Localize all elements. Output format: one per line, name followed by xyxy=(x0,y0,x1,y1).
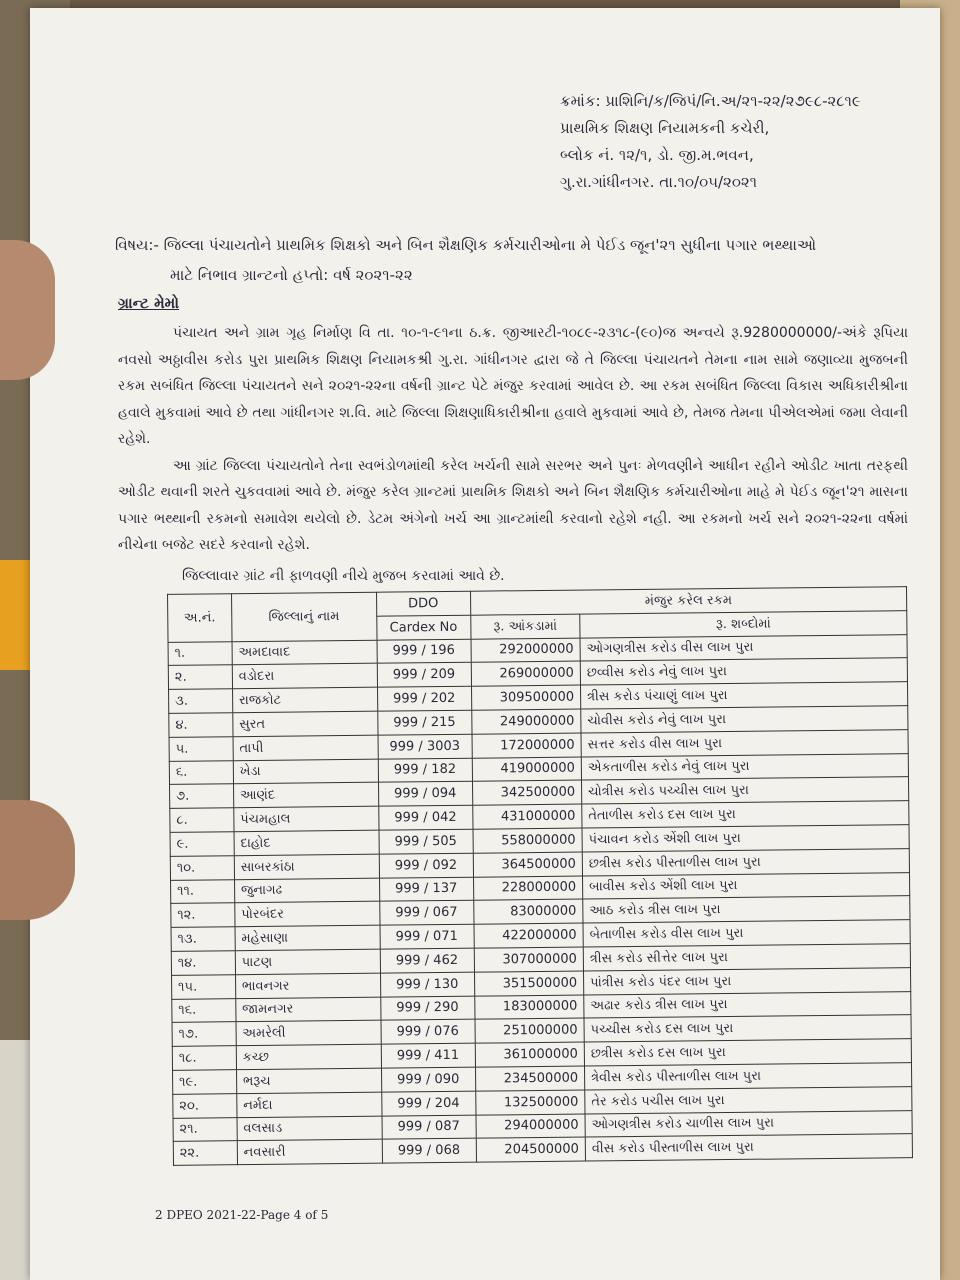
cardex-cell: 999 / 462 xyxy=(380,948,474,973)
amount-words-cell: પંચાવન કરોડ એંશી લાખ પુરા xyxy=(582,825,909,852)
district-cell: જામનગર xyxy=(236,997,381,1022)
cardex-cell: 999 / 090 xyxy=(381,1067,475,1092)
amount-figures-cell: 307000000 xyxy=(474,947,584,972)
cardex-cell: 999 / 505 xyxy=(379,829,473,854)
cardex-cell: 999 / 137 xyxy=(379,877,473,902)
page-footer: 2 DPEO 2021-22-Page 4 of 5 xyxy=(155,1208,329,1222)
amount-words-cell: બેતાળીસ કરોડ વીસ લાખ પુરા xyxy=(583,920,910,947)
paragraph-1: પંચાયત અને ગ્રામ ગૃહ નિર્માણ વિ તા. ૧૦-૧-૯૧ના ઠ.ક્ર. જીઆરટી-૧૦૮૯-૨૩૧૮-(૯૦)જ અન્વયે રૂ.9280000000/-અંકે રૂપિયા નવસો અઠ્ઠાવીસ કરોડ પુરા પ્રાથમિક શિક્ષણ નિયામકશ્રી ગુ.રા. ગાંધીનગર દ્વારા જે તે જિલ્લા પંચાયતને તેમના નામ સામે જણાવ્યા મુજબની રકમ સબંધિત જિલ્લા પંચાયતને સને ૨૦૨૧-૨૨ના વર્ષની ગ્રાન્ટ પેટે મંજુર કરવામાં આવેલ છે. આ રકમ સબંધિત જિલ્લા વિકાસ અધિકારીશ્રીના હવાલે મુકવામાં આવે છે તથા ગાંધીનગર શ.વિ. માટે જિલ્લા શિક્ષણાધિકારીશ્રીના હવાલે મુકવામાં આવે છે, તેમજ તેમના પીએલએમાં જમા લેવાની રહેશે. xyxy=(118,325,908,447)
serial-cell: ૧૫. xyxy=(172,974,236,998)
cardex-cell: 999 / 067 xyxy=(379,901,473,926)
district-cell: નવસારી xyxy=(237,1139,382,1164)
amount-figures-cell: 234500000 xyxy=(475,1066,585,1091)
district-cell: ખેડા xyxy=(233,759,378,784)
table-intro: જિલ્લાવાર ગ્રાંટ ની ફાળવણી નીચે મુજબ કરવામાં આવે છે. xyxy=(182,568,505,584)
cardex-cell: 999 / 196 xyxy=(377,639,471,664)
amount-figures-cell: 364500000 xyxy=(473,852,583,877)
cardex-cell: 999 / 087 xyxy=(382,1115,476,1140)
amount-words-cell: આઠ કરોડ ત્રીસ લાખ પુરા xyxy=(583,896,910,923)
amount-figures-cell: 228000000 xyxy=(473,876,583,901)
amount-figures-cell: 292000000 xyxy=(471,638,581,663)
district-cell: નર્મદા xyxy=(237,1092,382,1117)
hand-thumb-top xyxy=(0,240,55,380)
amount-words-cell: છવ્વીસ કરોડ નેવું લાખ પુરા xyxy=(580,658,907,685)
amount-figures-cell: 294000000 xyxy=(476,1114,586,1139)
serial-cell: ૨. xyxy=(168,665,232,689)
amount-figures-cell: 251000000 xyxy=(475,1018,585,1043)
district-cell: વડોદરા xyxy=(232,664,377,689)
cardex-cell: 999 / 071 xyxy=(380,924,474,949)
office-name: પ્રાથમિક શિક્ષણ નિયામકની કચેરી, xyxy=(560,119,770,137)
cardex-cell: 999 / 068 xyxy=(382,1139,476,1164)
district-cell: પોરબંદર xyxy=(235,902,380,927)
serial-cell: ૭. xyxy=(170,784,234,808)
letter-date: ગુ.રા.ગાંધીનગર. તા.૧૦/૦૫/૨૦૨૧ xyxy=(560,173,757,191)
district-cell: રાજકોટ xyxy=(232,687,377,712)
district-cell: ભાવનગર xyxy=(235,973,380,998)
header-serial: અ.નં. xyxy=(168,594,232,642)
amount-words-cell: વીસ કરોડ પીસ્તાળીસ લાખ પુરા xyxy=(585,1134,912,1161)
amount-figures-cell: 342500000 xyxy=(472,780,582,805)
serial-cell: ૨૨. xyxy=(173,1141,237,1165)
header-figures: રૂ. આંકડામાં xyxy=(470,614,580,639)
serial-cell: ૪. xyxy=(169,713,233,737)
letter-header xyxy=(560,88,861,196)
district-cell: મહેસાણા xyxy=(235,925,380,950)
memo-title: ગ્રાન્ટ મેમો xyxy=(118,294,180,312)
amount-figures-cell: 361000000 xyxy=(475,1042,585,1067)
cardex-cell: 999 / 094 xyxy=(378,782,472,807)
amount-figures-cell: 419000000 xyxy=(472,757,582,782)
district-cell: જુનાગઢ xyxy=(234,878,379,903)
serial-cell: ૧૧. xyxy=(171,879,235,903)
cardex-cell: 999 / 130 xyxy=(380,972,474,997)
district-cell: ભરૂચ xyxy=(236,1068,381,1093)
amount-words-cell: ઓગણત્રીસ કરોડ વીસ લાખ પુરા xyxy=(580,634,907,661)
amount-figures-cell: 83000000 xyxy=(473,899,583,924)
serial-cell: ૫. xyxy=(169,736,233,760)
serial-cell: ૯. xyxy=(170,832,234,856)
amount-words-cell: ત્રીસ કરોડ પંચાણું લાખ પુરા xyxy=(580,682,907,709)
serial-cell: ૧. xyxy=(168,641,232,665)
amount-figures-cell: 351500000 xyxy=(474,971,584,996)
amount-figures-cell: 309500000 xyxy=(471,685,581,710)
district-cell: કચ્છ xyxy=(236,1044,381,1069)
amount-figures-cell: 422000000 xyxy=(474,923,584,948)
cardex-cell: 999 / 204 xyxy=(381,1091,475,1116)
amount-words-cell: ત્રેવીસ કરોડ પીસ્તાળીસ લાખ પુરા xyxy=(584,1063,911,1090)
serial-cell: ૧૮. xyxy=(172,1046,236,1070)
cardex-cell: 999 / 215 xyxy=(377,710,471,735)
serial-cell: ૧૩. xyxy=(171,927,235,951)
cardex-cell: 999 / 092 xyxy=(379,853,473,878)
amount-words-cell: ત્રીસ કરોડ સીત્તેર લાખ પુરા xyxy=(583,944,910,971)
amount-words-cell: સત્તર કરોડ વીસ લાખ પુરા xyxy=(581,729,908,756)
serial-cell: ૮. xyxy=(170,808,234,832)
serial-cell: ૩. xyxy=(169,689,233,713)
cardex-cell: 999 / 076 xyxy=(381,1020,475,1045)
serial-cell: ૧૦. xyxy=(170,855,234,879)
table-body xyxy=(168,634,912,1165)
serial-cell: ૧૭. xyxy=(172,1022,236,1046)
header-sanctioned-amount: મંજુર કરેલ રકમ xyxy=(470,587,907,615)
amount-words-cell: છત્રીસ કરોડ પીસ્તાળીસ લાખ પુરા xyxy=(582,848,909,875)
grant-table xyxy=(167,586,913,1166)
cardex-cell: 999 / 3003 xyxy=(378,734,472,759)
cardex-cell: 999 / 182 xyxy=(378,758,472,783)
serial-cell: ૨૦. xyxy=(173,1093,237,1117)
amount-figures-cell: 558000000 xyxy=(473,828,583,853)
cardex-cell: 999 / 411 xyxy=(381,1043,475,1068)
paragraph-2: આ ગ્રાંટ જિલ્લા પંચાયતોને તેના સ્વભંડોળમાંથી કરેલ ખર્ચની સામે સરભર અને પુનઃ મેળવણીને આધીન રહીને ઓડીટ ખાતા તરફથી ઓડીટ થવાની શરતે ચુકવવામાં આવે છે. મંજુર કરેલ ગ્રાન્ટમાં પ્રાથમિક શિક્ષકો અને બિન શૈક્ષણિક કર્મચારીઓના માહે મે પેઈડ જૂન'૨૧ માસના પગાર ભથ્થાની રકમનો સમાવેશ થયેલો છે. ડેટમ અંગેનો ખર્ચ આ ગ્રાન્ટમાંથી કરવાનો રહેશે નહી. આ રકમનો ખર્ચ સને ૨૦૨૧-૨૨ના વર્ષમાં નીચેના બજેટ સદરે કરવાનો રહેશે. xyxy=(118,457,908,553)
amount-figures-cell: 183000000 xyxy=(474,995,584,1020)
amount-words-cell: છત્રીસ કરોડ દસ લાખ પુરા xyxy=(584,1039,911,1066)
cardex-cell: 999 / 202 xyxy=(377,686,471,711)
serial-cell: ૧૬. xyxy=(172,998,236,1022)
amount-figures-cell: 204500000 xyxy=(476,1137,586,1162)
district-cell: પંચમહાલ xyxy=(234,806,379,831)
district-cell: પાટણ xyxy=(235,949,380,974)
district-cell: સુરત xyxy=(233,711,378,736)
memo-body xyxy=(118,320,908,559)
amount-words-cell: પચ્ચીસ કરોડ દસ લાખ પુરા xyxy=(584,1015,911,1042)
subject-line-1: વિષય:- જિલ્લા પંચાયતોને પ્રાથમિક શિક્ષકો અને બિન શૈક્ષણિક કર્મચારીઓના મે પેઈડ જૂન'૨૧ સુધીના પગાર ભથ્થાઓ xyxy=(115,236,817,254)
amount-words-cell: તેર કરોડ પચીસ લાખ પુરા xyxy=(585,1086,912,1113)
serial-cell: ૬. xyxy=(169,760,233,784)
amount-words-cell: ઓગણત્રીસ કરોડ ચાળીસ લાખ પુરા xyxy=(585,1110,912,1137)
amount-figures-cell: 132500000 xyxy=(475,1090,585,1115)
district-cell: વલસાડ xyxy=(237,1116,382,1141)
district-cell: આણંદ xyxy=(233,783,378,808)
amount-words-cell: પાંત્રીસ કરોડ પંદર લાખ પુરા xyxy=(583,967,910,994)
district-cell: અમદાવાદ xyxy=(232,640,377,665)
serial-cell: ૧૪. xyxy=(171,951,235,975)
header-cardex: Cardex No xyxy=(376,615,470,640)
serial-cell: ૧૨. xyxy=(171,903,235,927)
amount-words-cell: તેતાળીસ કરોડ દસ લાખ પુરા xyxy=(582,801,909,828)
district-cell: સાબરકાંઠા xyxy=(234,854,379,879)
subject-line-2: માટે નિભાવ ગ્રાન્ટનો હપ્તો: વર્ષ ૨૦૨૧-૨૨ xyxy=(170,266,413,284)
amount-words-cell: ચોવીસ કરોડ નેવું લાખ પુરા xyxy=(581,706,908,733)
header-words: રૂ. શબ્દોમાં xyxy=(580,610,907,637)
cardex-cell: 999 / 290 xyxy=(380,996,474,1021)
cardex-cell: 999 / 209 xyxy=(377,663,471,688)
header-ddo: DDO xyxy=(376,591,470,616)
reference-number: ક્રમાંક: પ્રાશિનિ/ક/જિપં/નિ.અ/૨૧-૨૨/૨૭૯૮-૨૮૧૯ xyxy=(560,92,861,110)
district-cell: તાપી xyxy=(233,735,378,760)
amount-figures-cell: 172000000 xyxy=(472,733,582,758)
cardex-cell: 999 / 042 xyxy=(378,805,472,830)
district-cell: દાહોદ xyxy=(234,830,379,855)
serial-cell: ૨૧. xyxy=(173,1117,237,1141)
amount-words-cell: બાવીસ કરોડ એંશી લાખ પુરા xyxy=(582,872,909,899)
serial-cell: ૧૯. xyxy=(173,1070,237,1094)
amount-figures-cell: 269000000 xyxy=(471,661,581,686)
amount-figures-cell: 249000000 xyxy=(471,709,581,734)
amount-words-cell: એકતાળીસ કરોડ નેવું લાખ પુરા xyxy=(581,753,908,780)
subject xyxy=(115,230,915,290)
amount-figures-cell: 431000000 xyxy=(472,804,582,829)
office-address: બ્લોક નં. ૧૨/૧, ડો. જી.મ.ભવન, xyxy=(560,146,754,164)
district-cell: અમરેલી xyxy=(236,1021,381,1046)
amount-words-cell: અઢાર કરોડ ત્રીસ લાખ પુરા xyxy=(584,991,911,1018)
header-district: જિલ્લાનું નામ xyxy=(231,592,376,641)
document-page xyxy=(30,8,940,1280)
amount-words-cell: ચોત્રીસ કરોડ પચ્ચીસ લાખ પુરા xyxy=(581,777,908,804)
